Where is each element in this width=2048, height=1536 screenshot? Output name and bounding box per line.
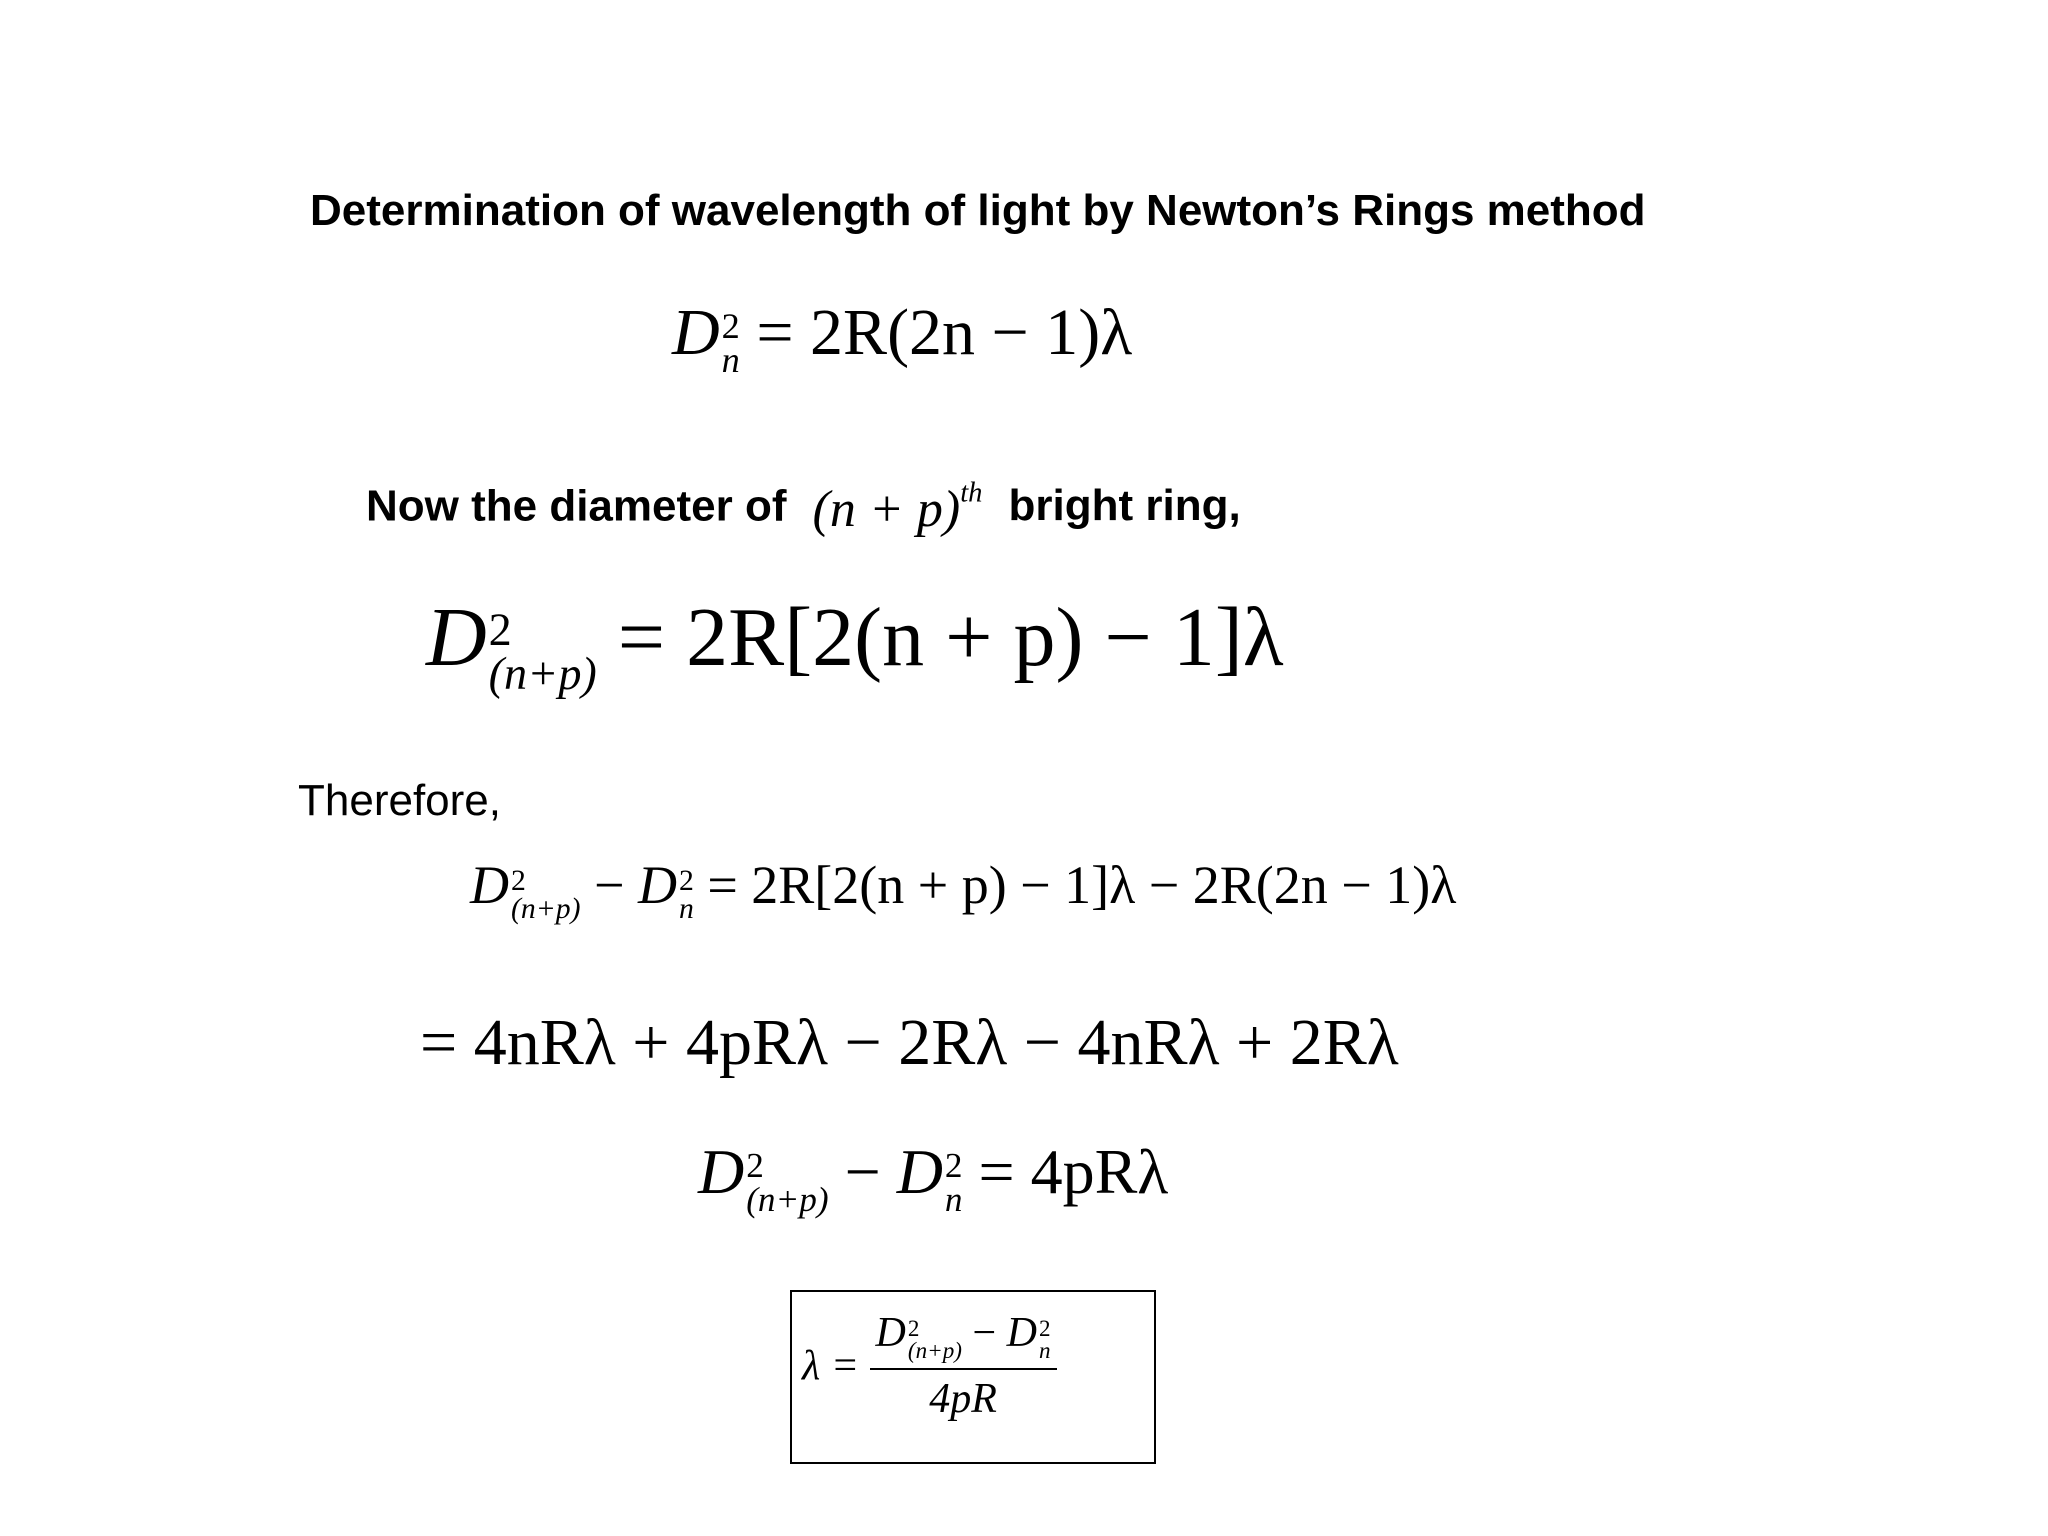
statement-expr: (n + p) <box>812 481 961 539</box>
result-num-term2-symbol: D <box>1006 1310 1037 1356</box>
eq5-term2-symbol: D <box>896 1136 943 1207</box>
equation-difference-expanded <box>470 855 1457 926</box>
result-box <box>790 1290 1156 1464</box>
result-numerator <box>870 1312 1057 1370</box>
eq2-lhs-sup: 2 <box>488 603 512 655</box>
equation-ring-diameter-n <box>672 296 1133 381</box>
equation-expanded-terms: = 4nRλ + 4pRλ − 2Rλ − 4nRλ + 2Rλ <box>420 1006 1399 1079</box>
eq1-lhs-symbol: D <box>672 296 720 369</box>
eq5-rhs: = 4pRλ <box>978 1136 1169 1207</box>
eq1-rhs: = 2R(2n − 1)λ <box>756 296 1133 369</box>
eq5-minus: − <box>844 1136 881 1207</box>
result-num-term1-symbol: D <box>875 1310 906 1356</box>
statement-expr-wrapper <box>812 478 983 539</box>
statement-line <box>366 478 1241 539</box>
equation-ring-diameter-n-plus-p <box>426 591 1284 699</box>
result-denominator: 4pR <box>929 1375 997 1422</box>
result-lhs: λ = <box>802 1342 860 1389</box>
page-title: Determination of wavelength of light by Newton’s Rings method <box>310 186 1646 235</box>
eq3-minus: − <box>594 855 625 915</box>
eq5-term2-sup: 2 <box>944 1146 963 1186</box>
result-formula <box>802 1312 1057 1420</box>
eq5-term2-sub: n <box>944 1179 963 1219</box>
result-num-term1-sub: (n+p) <box>907 1336 962 1363</box>
eq3-term2-sub: n <box>678 893 694 926</box>
result-num-term1-sup: 2 <box>907 1314 920 1341</box>
eq5-term1-symbol: D <box>698 1136 745 1207</box>
result-num-term2-sup: 2 <box>1038 1314 1051 1341</box>
result-num-term2-sub: n <box>1038 1336 1051 1363</box>
eq3-term1-sup: 2 <box>511 864 526 897</box>
eq3-term1-symbol: D <box>470 855 509 915</box>
eq1-lhs-sup: 2 <box>721 306 740 346</box>
result-fraction <box>870 1312 1057 1420</box>
eq2-lhs-sub: (n+p) <box>488 647 597 699</box>
eq1-lhs-sub: n <box>721 340 740 381</box>
eq5-term1-sub: (n+p) <box>746 1179 829 1219</box>
eq3-term2-symbol: D <box>637 855 677 915</box>
eq5-term1-sup: 2 <box>746 1146 764 1186</box>
equation-difference-result <box>698 1136 1169 1219</box>
eq3-term1-sub: (n+p) <box>511 893 581 926</box>
eq2-rhs: = 2R[2(n + p) − 1]λ <box>617 591 1284 684</box>
statement-suffix: bright ring, <box>1008 481 1241 531</box>
result-num-minus: − <box>972 1310 997 1356</box>
eq3-rhs: = 2R[2(n + p) − 1]λ − 2R(2n − 1)λ <box>707 855 1457 915</box>
statement-expr-sup: th <box>960 478 983 509</box>
eq3-term2-sup: 2 <box>678 864 694 897</box>
statement-prefix: Now the diameter of <box>366 481 787 531</box>
therefore-label: Therefore, <box>298 776 501 825</box>
eq2-lhs-symbol: D <box>426 591 487 684</box>
